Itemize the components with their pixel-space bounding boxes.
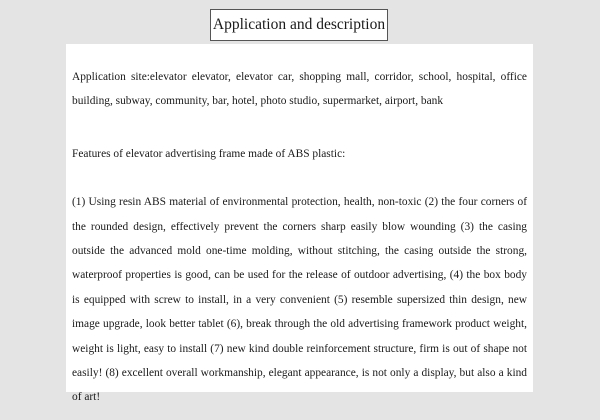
spacer — [72, 114, 527, 142]
features-heading: Features of elevator advertising frame made of ABS plastic: — [72, 147, 346, 160]
description-panel — [66, 44, 533, 404]
section-title-text: Application and description — [212, 16, 386, 33]
section-title — [210, 9, 388, 41]
application-site-text: Application site:elevator elevator, elevator car, shopping mall, corridor, school, hospital, office building, subway, community, bar, hotel, photo studio, supermarket, airport, bank — [72, 71, 527, 108]
features-text: (1) Using resin ABS material of environmental protection, health, non-toxic (2) the four corners of the rounded design, effectively prevent the corners sharp easily blow wounding (3) the casing outside the advanced mold one-time molding, without stitching, the casing outside the strong, waterproof properties is good, can be used for the release of outdoor advertising, (4) the box body is equipped with screw to install, in a very convenient (5) resemble supersized thin design, new image upgrade, look better tablet (6), break through the old advertising framework product weight, weight is light, easy to install (7) new kind double reinforcement structure, firm is out of shape not easily! (8) excellent overall workmanship, elegant appearance, is not only a display, but also a kind of art! — [72, 196, 527, 404]
spacer — [72, 166, 527, 190]
